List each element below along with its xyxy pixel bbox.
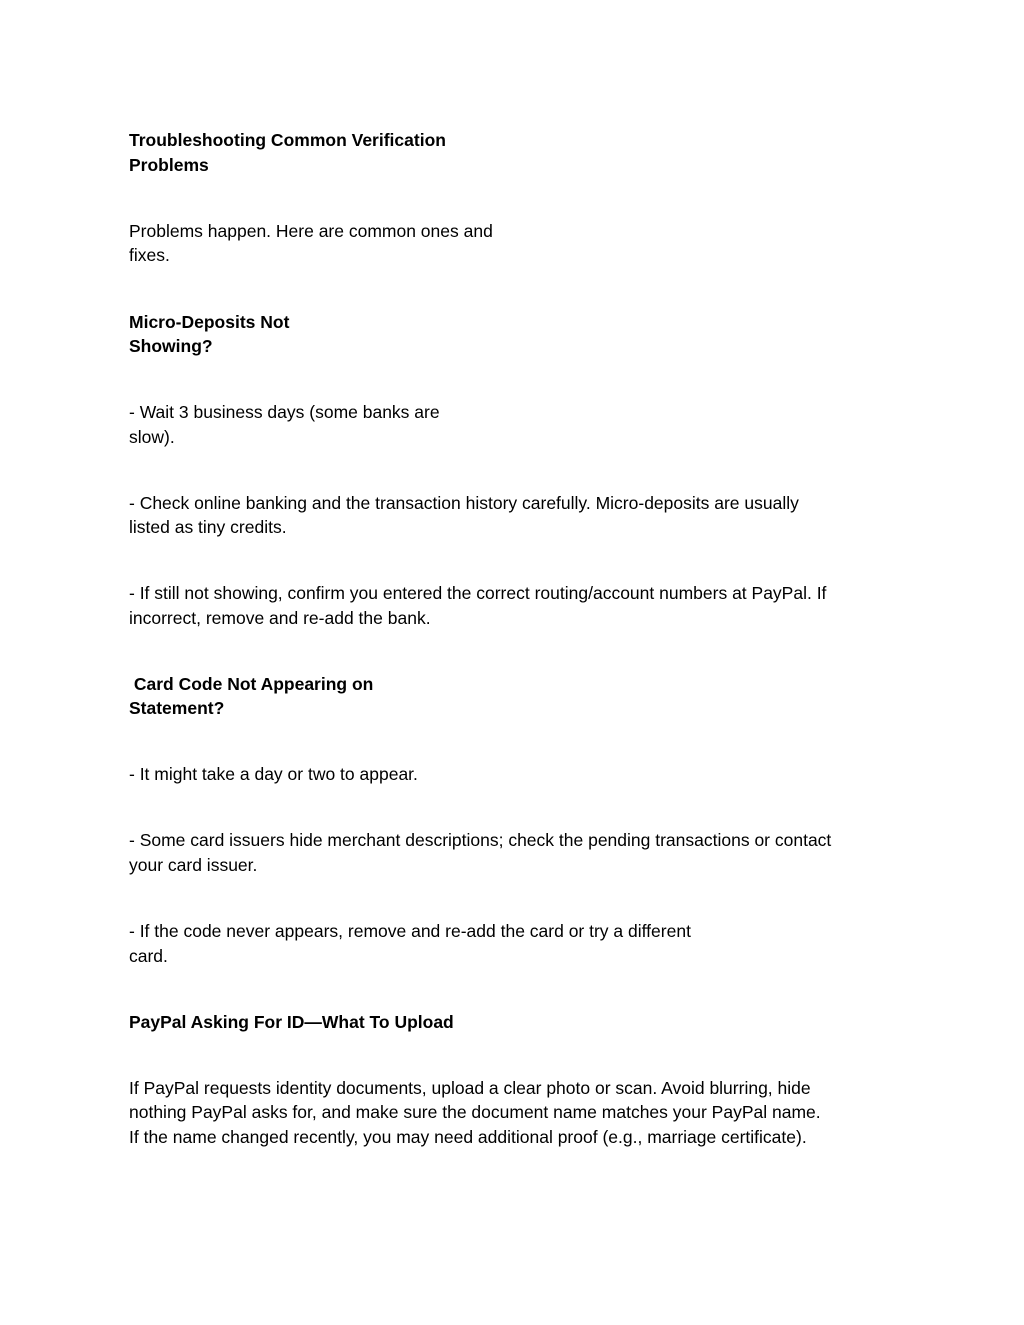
list-item-line-2: incorrect, remove and re-add the bank. — [129, 608, 431, 628]
micro-deposits-heading-line-1: Micro-Deposits Not — [129, 312, 290, 332]
list-item-line-2: card. — [129, 946, 168, 966]
id-upload-heading: PayPal Asking For ID—What To Upload — [129, 1012, 454, 1032]
title-line-1: Troubleshooting Common Verification — [129, 130, 446, 150]
list-item-line-1: - If still not showing, confirm you entered the correct routing/account numbers at PayPal. If — [129, 583, 827, 603]
id-upload-line-3: If the name changed recently, you may need additional proof (e.g., marriage certificate). — [129, 1127, 807, 1147]
intro-line-2: fixes. — [129, 245, 170, 265]
list-item-line-1: - If the code never appears, remove and re-add the card or try a different — [129, 921, 691, 941]
list-item-line-1: - Wait 3 business days (some banks are — [129, 402, 440, 422]
list-item-line-1: - Check online banking and the transaction history carefully. Micro-deposits are usually — [129, 493, 799, 513]
list-item-line-2: slow). — [129, 427, 175, 447]
list-item-line-1: - Some card issuers hide merchant descriptions; check the pending transactions or contact — [129, 830, 832, 850]
list-item-line-1: - It might take a day or two to appear. — [129, 764, 418, 784]
card-code-heading-line-1: Card Code Not Appearing on — [129, 674, 374, 694]
micro-deposits-heading-line-2: Showing? — [129, 336, 213, 356]
title-line-2: Problems — [129, 155, 209, 175]
list-item-line-2: your card issuer. — [129, 855, 258, 875]
intro-line-1: Problems happen. Here are common ones and — [129, 221, 493, 241]
card-code-heading-line-2: Statement? — [129, 698, 225, 718]
id-upload-line-1: If PayPal requests identity documents, upload a clear photo or scan. Avoid blurring, hide — [129, 1078, 811, 1098]
list-item-line-2: listed as tiny credits. — [129, 517, 287, 537]
id-upload-line-2: nothing PayPal asks for, and make sure the document name matches your PayPal name. — [129, 1102, 821, 1122]
